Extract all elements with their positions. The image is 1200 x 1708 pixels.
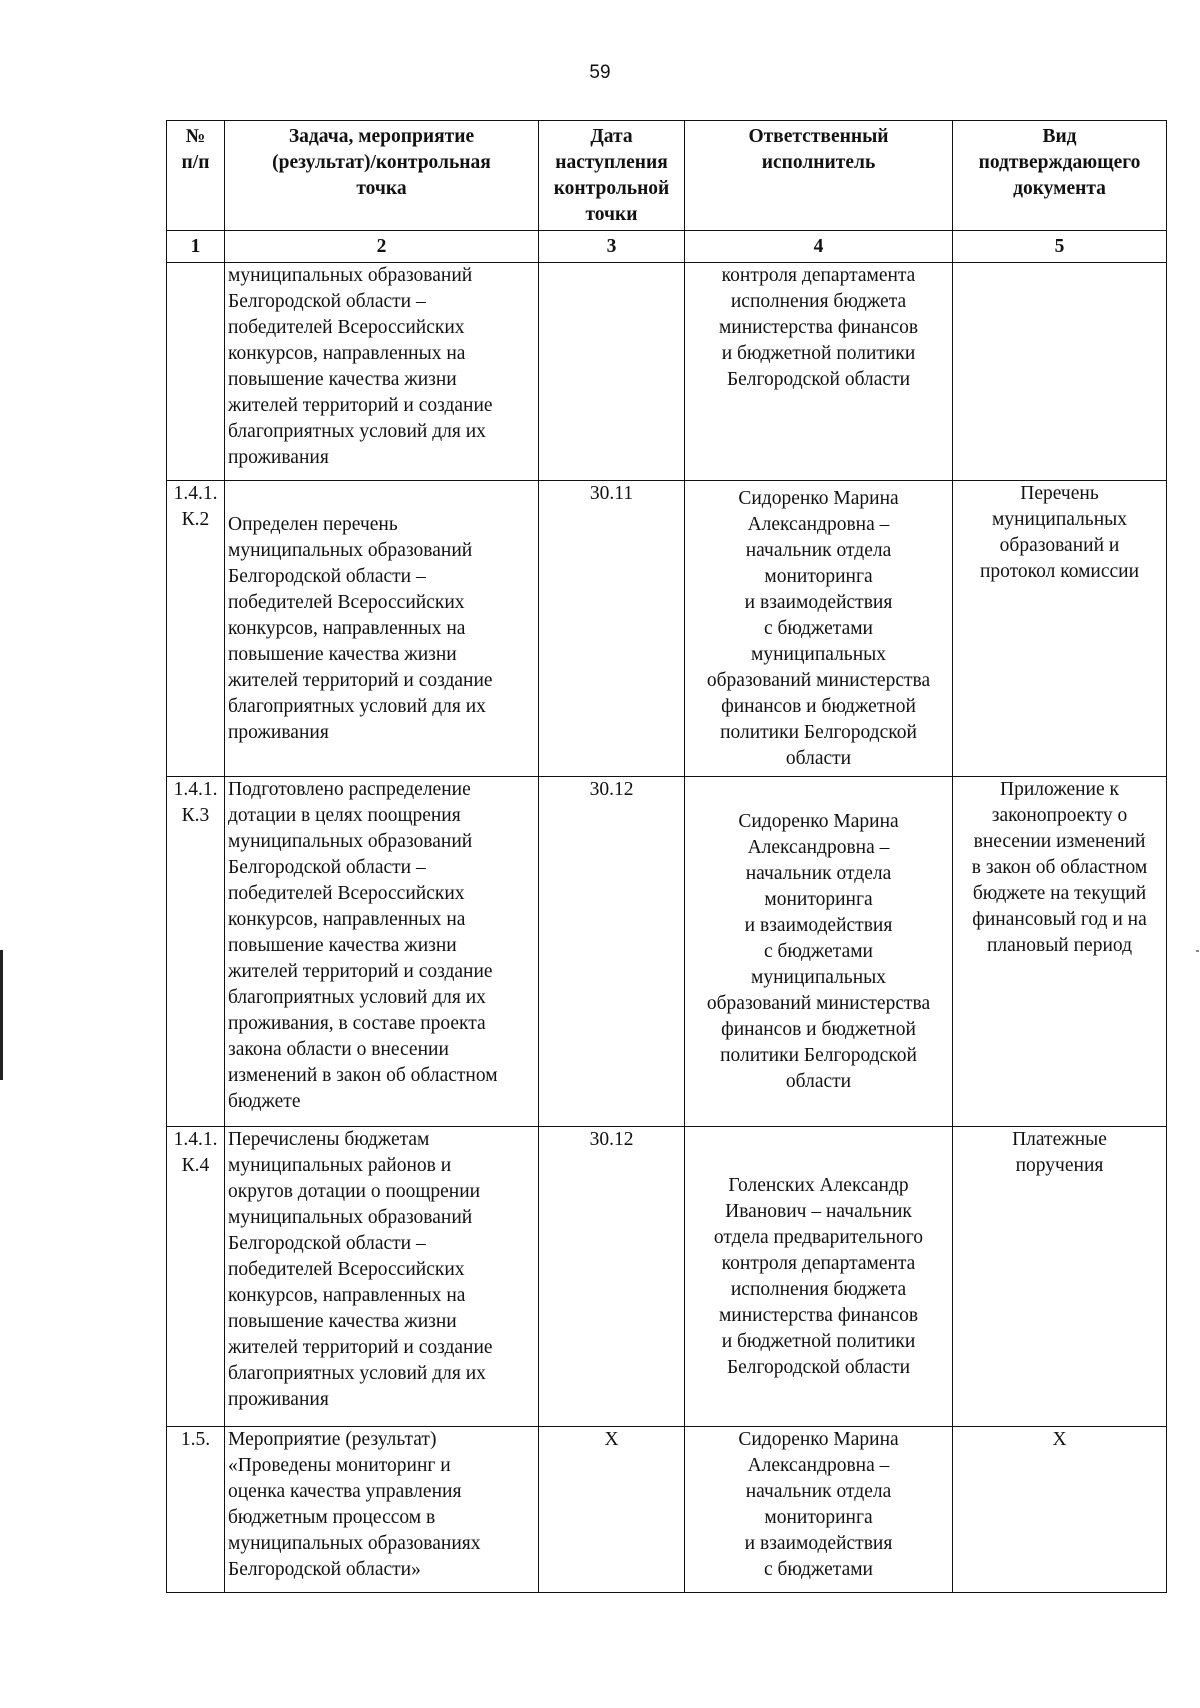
row-responsible: Сидоренко Марина Александровна – начальник отдела мониторинга и взаимодействия с бюджетами муниципальных образований министерства финансов и бюджетной политики Белгородской области xyxy=(685,481,953,777)
column-number: 4 xyxy=(685,231,953,263)
row-date: 30.11 xyxy=(539,481,685,777)
row-number: 1.4.1. К.4 xyxy=(167,1127,225,1427)
column-number: 5 xyxy=(953,231,1167,263)
row-document: Х xyxy=(953,1427,1167,1593)
row-document xyxy=(953,263,1167,481)
control-points-table xyxy=(166,120,1167,1593)
row-document: Платежные поручения xyxy=(953,1127,1167,1427)
row-responsible: Голенских Александр Иванович – начальник отдела предварительного контроля департамента исполнения бюджета министерства финансов и бюджетной политики Белгородской области xyxy=(685,1127,953,1427)
table-row xyxy=(167,263,1167,481)
table-row xyxy=(167,1427,1167,1593)
row-responsible: Сидоренко Марина Александровна – начальник отдела мониторинга и взаимодействия с бюджетами xyxy=(685,1427,953,1593)
scan-edge-mark xyxy=(0,950,3,1080)
page-number: 59 xyxy=(589,62,611,83)
row-task: Подготовлено распределение дотации в целях поощрения муниципальных образований Белгородской области – победителей Всероссийских конкурсов, направленных на повышение качества жизни жителей территорий и создание благоприятных условий для их проживания, в составе проекта закона области о внесении изменений в закон об областном бюджете xyxy=(225,777,539,1127)
row-task: Определен перечень муниципальных образований Белгородской области – победителей Всероссийских конкурсов, направленных на повышение качества жизни жителей территорий и создание благоприятных условий для их проживания xyxy=(225,481,539,777)
row-date xyxy=(539,263,685,481)
table-row xyxy=(167,1127,1167,1427)
row-responsible: контроля департамента исполнения бюджета министерства финансов и бюджетной политики Белгородской области xyxy=(685,263,953,481)
row-responsible: Сидоренко Марина Александровна – начальник отдела мониторинга и взаимодействия с бюджетами муниципальных образований министерства финансов и бюджетной политики Белгородской области xyxy=(685,777,953,1127)
row-task: муниципальных образований Белгородской области – победителей Всероссийских конкурсов, направленных на повышение качества жизни жителей территорий и создание благоприятных условий для их проживания xyxy=(225,263,539,481)
row-task: Перечислены бюджетам муниципальных районов и округов дотации о поощрении муниципальных образований Белгородской области – победителей Всероссийских конкурсов, направленных на повышение качества жизни жителей территорий и создание благоприятных условий для их проживания xyxy=(225,1127,539,1427)
column-number: 1 xyxy=(167,231,225,263)
row-number xyxy=(167,263,225,481)
column-number: 2 xyxy=(225,231,539,263)
row-document: Приложение к законопроекту о внесении изменений в закон об областном бюджете на текущий финансовый год и на плановый период xyxy=(953,777,1167,1127)
header-row xyxy=(167,121,1167,231)
row-number: 1.4.1. К.3 xyxy=(167,777,225,1127)
column-number-row xyxy=(167,231,1167,263)
row-date: 30.12 xyxy=(539,1127,685,1427)
row-date: Х xyxy=(539,1427,685,1593)
row-document: Перечень муниципальных образований и протокол комиссии xyxy=(953,481,1167,777)
row-date: 30.12 xyxy=(539,777,685,1127)
header-date: Дата наступления контрольной точки xyxy=(539,121,685,231)
row-number: 1.4.1. К.2 xyxy=(167,481,225,777)
header-num: № п/п xyxy=(167,121,225,231)
table-row xyxy=(167,481,1167,777)
row-task: Мероприятие (результат) «Проведены мониторинг и оценка качества управления бюджетным процессом в муниципальных образованиях Белгородской области» xyxy=(225,1427,539,1593)
header-responsible: Ответственный исполнитель xyxy=(685,121,953,231)
table-row xyxy=(167,777,1167,1127)
row-number: 1.5. xyxy=(167,1427,225,1593)
header-document: Вид подтверждающего документа xyxy=(953,121,1167,231)
column-number: 3 xyxy=(539,231,685,263)
scan-edge-dot xyxy=(1196,950,1199,952)
header-task: Задача, мероприятие (результат)/контрольная точка xyxy=(225,121,539,231)
